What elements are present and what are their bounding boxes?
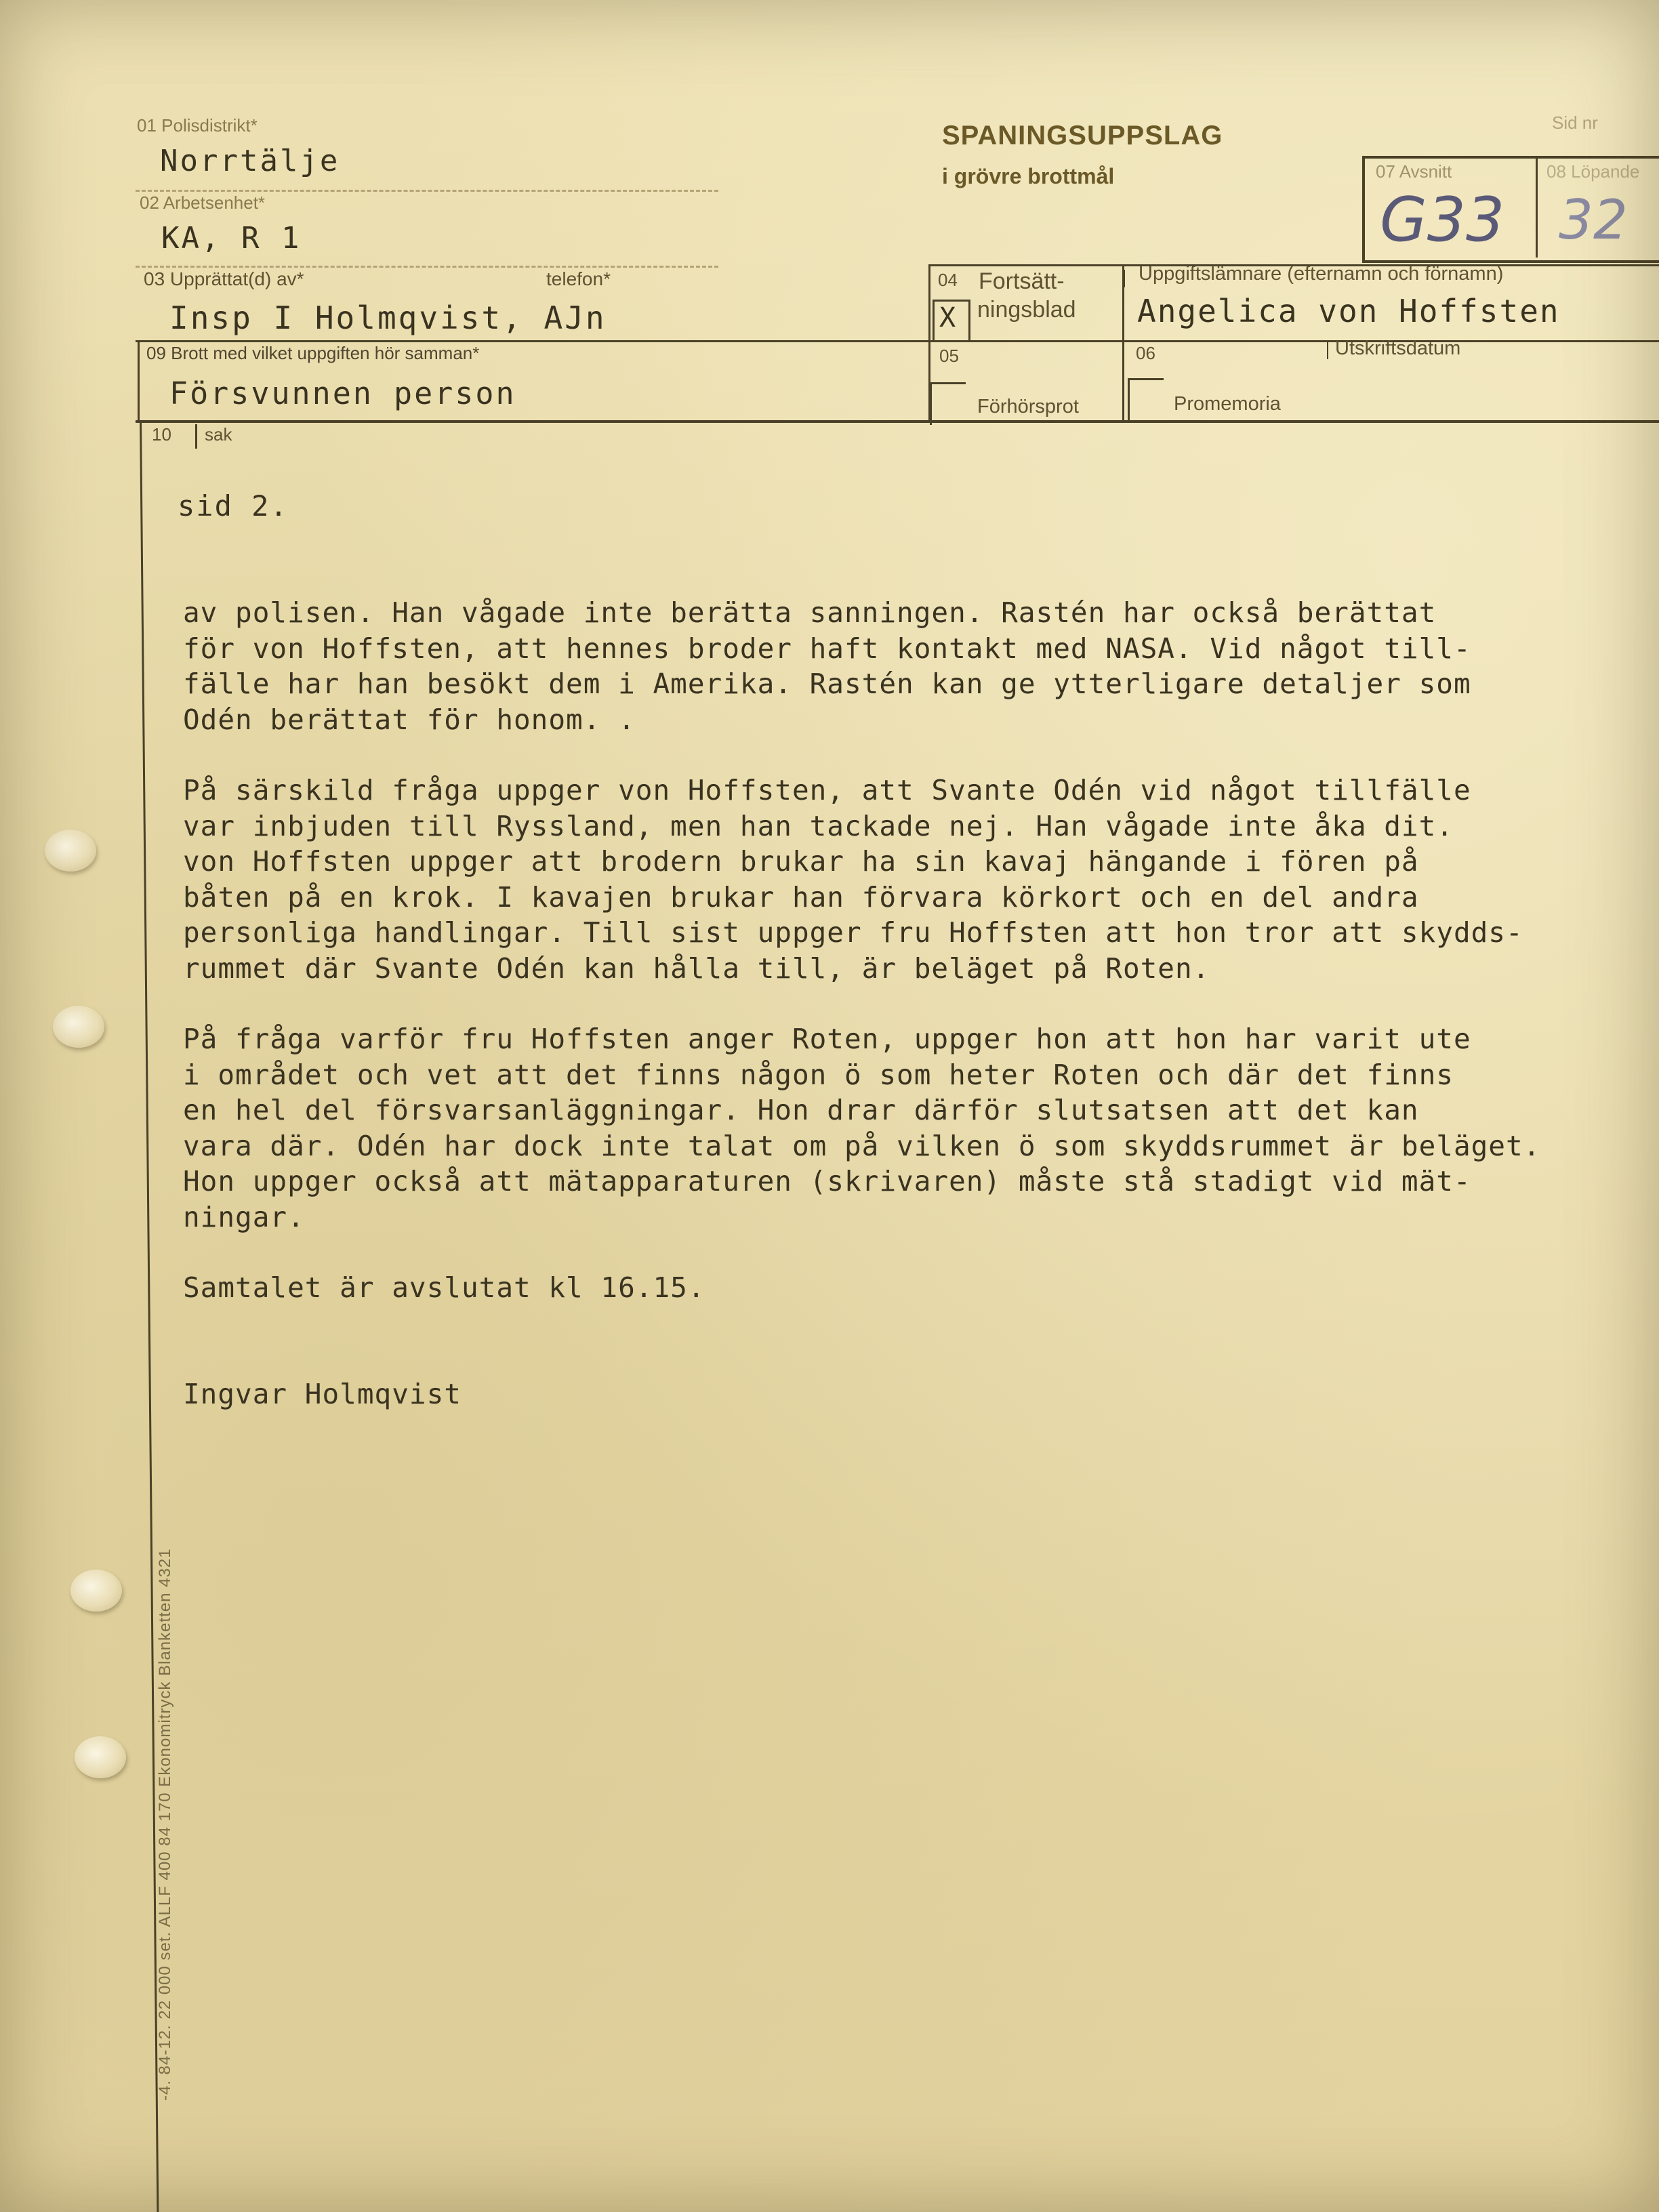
page-reference: sid 2. [178, 489, 289, 523]
punch-hole-2 [53, 1006, 104, 1048]
field-02-label: 02 Arbetsenhet* [140, 192, 266, 213]
telefon-label: telefon* [546, 268, 611, 289]
signature: Ingvar Holmqvist [183, 1378, 462, 1410]
sak-divider [195, 424, 197, 449]
field-05-checkbox[interactable] [930, 382, 966, 425]
field-04-label: 04 [938, 270, 958, 290]
paragraph-1: av polisen. Han vågade inte berätta sanningen. Rastén har också berättat för von Hoffsten, att hennes broder haft kontakt med NASA. Vid något till- fälle har han besökt dem i Amerika. Rastén kan ge ytterligare detaljer som Odén berättat för honom. . [183, 596, 1471, 736]
field-09-value: Försvunnen person [169, 375, 516, 411]
form-subtitle: i grövre brottmål [942, 164, 1115, 188]
utskriftsdatum-label: Utskriftsdatum [1335, 337, 1461, 359]
punch-hole-4 [75, 1736, 126, 1778]
grid-line-col-b [1122, 264, 1124, 422]
field-01-value: Norrtälje [160, 144, 340, 178]
field-05-label: 05 [939, 346, 959, 366]
avsnitt-divider [1536, 159, 1538, 258]
sak-label: sak [205, 424, 232, 445]
field-03-value: Insp I Holmqvist, AJn [169, 300, 607, 336]
uppgiftslamnare-value: Angelica von Hoffsten [1137, 293, 1560, 329]
field-07-handwritten-value: G33 [1380, 184, 1505, 255]
body-text [183, 595, 1572, 1448]
field-01-underline [136, 190, 718, 192]
field-06-checkbox[interactable] [1128, 378, 1164, 421]
form-title: SPANINGSUPPSLAG [942, 121, 1223, 150]
field-01-label: 01 Polisdistrikt* [137, 115, 258, 136]
punch-hole-1 [45, 830, 96, 872]
field-03-label: 03 Upprättat(d) av* [144, 268, 304, 289]
uppgift-tick [1124, 270, 1125, 287]
field-08-handwritten-value: 32 [1559, 188, 1628, 251]
field-06-text: Promemoria [1174, 393, 1281, 415]
paragraph-3: På fråga varför fru Hoffsten anger Roten, uppger hon att hon har varit ute i området och vet att det finns någon ö som heter Roten och där det finns en hel del försvarsanläggningar. Hon drar därför slutsatsen att det kan vara där. Odén har dock inte talat om på vilken ö som skyddsrummet är beläget. Hon uppger också att mätapparaturen (skrivaren) måste stå stadigt vid mät- ningar. [183, 1023, 1541, 1233]
sid-nr-label: Sid nr [1552, 112, 1598, 133]
field-04-check-mark: X [939, 302, 956, 333]
utskrift-tick [1327, 342, 1328, 359]
paragraph-2: På särskild fråga uppger von Hoffsten, att Svante Odén vid något tillfälle var inbjuden till Ryssland, men han tackade nej. Han vågade inte åka dit. von Hoffsten uppger att brodern brukar ha sin kavaj hängande i fören på båten på en krok. I kavajen brukar han förvara körkort och en del andra personliga handlingar. Till sist uppger fru Hoffsten att hon tror att skydds- rummet där Svante Odén kan hålla till, är beläget på Roten. [183, 774, 1523, 985]
field-08-label: 08 Löpande [1547, 161, 1640, 182]
field-10-label: 10 [152, 424, 171, 445]
field-05-text: Förhörsprot [977, 396, 1079, 417]
field-02-underline [136, 266, 718, 268]
field-02-value: KA, R 1 [161, 221, 302, 255]
grid-line-bottom [136, 420, 1659, 423]
form-print-info: -4. 84-12. 22 000 set. ALLF 400 84 170 Ekonomitryck Blanketten 4321 [156, 1548, 174, 2101]
punch-hole-3 [70, 1570, 122, 1612]
paragraph-closing: Samtalet är avslutat kl 16.15. [183, 1271, 705, 1304]
field-07-label: 07 Avsnitt [1376, 161, 1452, 182]
field-06-label: 06 [1136, 343, 1155, 363]
field-04-text-1: Fortsätt- [979, 268, 1065, 294]
field-04-text-2: ningsblad [977, 297, 1076, 323]
grid-line-left [138, 340, 140, 420]
uppgiftslamnare-label: Uppgiftslämnare (efternamn och förnamn) [1139, 263, 1504, 285]
field-09-label: 09 Brott med vilket uppgiften hör samman* [146, 343, 480, 363]
